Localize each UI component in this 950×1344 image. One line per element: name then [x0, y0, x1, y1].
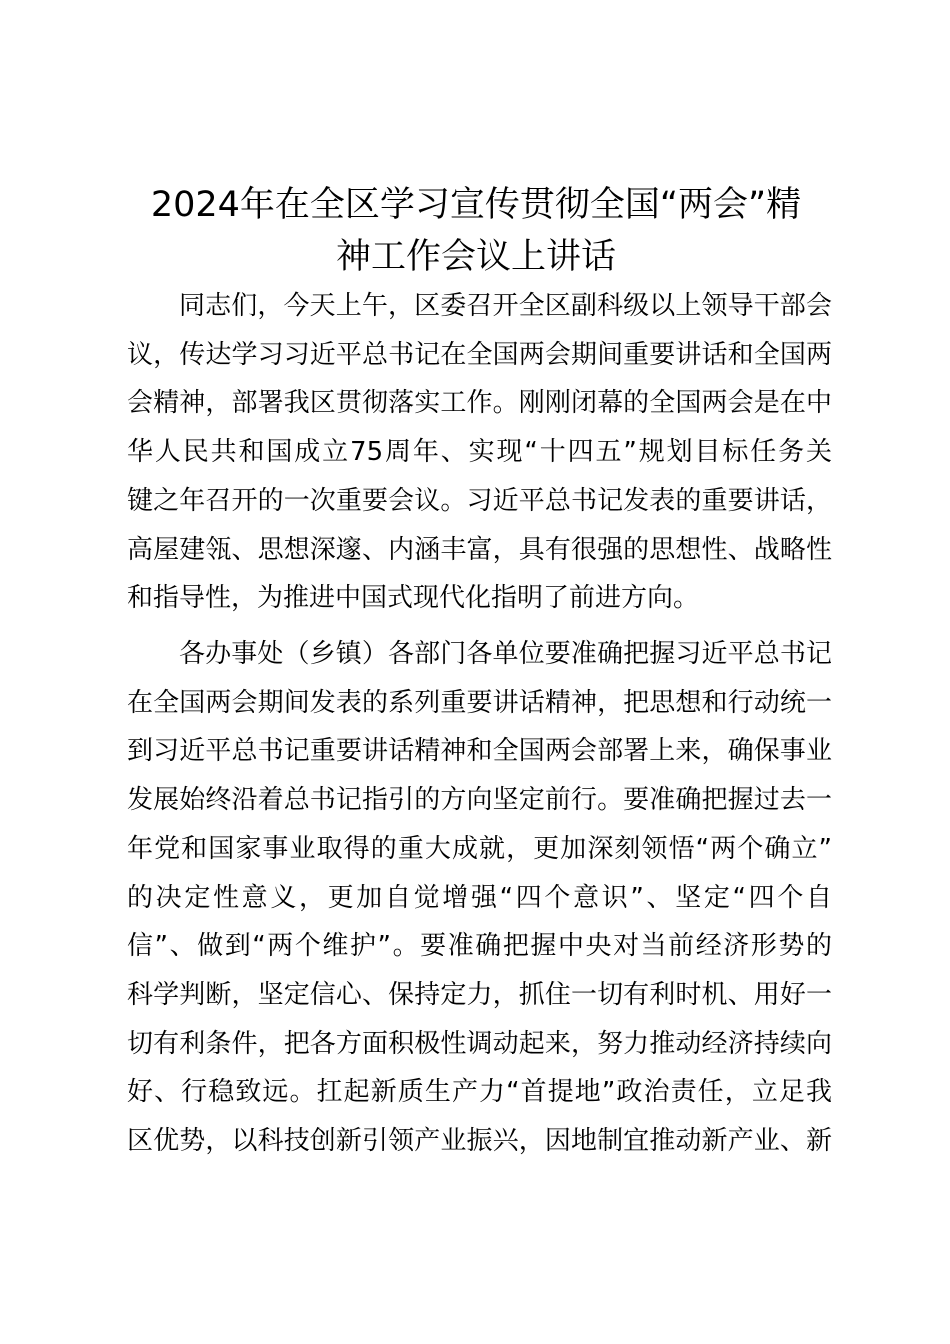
paragraph-2: [127, 630, 832, 1166]
paragraph-line: 发展始终沿着总书记指引的方向坚定前行。要准确把握过去一: [127, 785, 832, 816]
paragraph-line: 好、行稳致远。扛起新质生产力“首提地”政治责任，立足我: [127, 1077, 832, 1108]
title-line: 神工作会议上讲话: [335, 237, 616, 277]
paragraph-line: 会精神，部署我区贯彻落实工作。刚刚闭幕的全国两会是在中: [127, 388, 832, 419]
paragraph-line: 科学判断，坚定信心、保持定力，抓住一切有利时机、用好一: [127, 979, 832, 1010]
paragraph-line: 区优势，以科技创新引领产业振兴，因地制宜推动新产业、新: [127, 1126, 832, 1157]
paragraph-line: 华人民共和国成立75周年、实现“十四五”规划目标任务关: [127, 437, 832, 468]
paragraph-line: 到习近平总书记重要讲话精神和全国两会部署上来，确保事业: [127, 736, 832, 767]
paragraph-line: 切有利条件，把各方面积极性调动起来，努力推动经济持续向: [127, 1028, 832, 1059]
paragraph-1: [127, 282, 832, 623]
paragraph-line: 各办事处（乡镇）各部门各单位要准确把握习近平总书记: [179, 639, 832, 669]
paragraph-line: 键之年召开的一次重要会议。习近平总书记发表的重要讲话，: [127, 485, 832, 516]
paragraph-line: 年党和国家事业取得的重大成就，更加深刻领悟“两个确立”: [127, 833, 832, 864]
title-line: 2024年在全区学习宣传贯彻全国“两会”精: [150, 185, 802, 225]
paragraph-line: 在全国两会期间发表的系列重要讲话精神，把思想和行动统一: [127, 687, 832, 718]
paragraph-line: 信”、做到“两个维护”。要准确把握中央对当前经济形势的: [127, 931, 832, 962]
paragraph-line: 议，传达学习习近平总书记在全国两会期间重要讲话和全国两: [127, 339, 832, 370]
paragraph-line: 同志们，今天上午，区委召开全区副科级以上领导干部会: [179, 291, 832, 321]
document-title: [120, 179, 832, 283]
paragraph-line: 的决定性意义，更加自觉增强“四个意识”、坚定“四个自: [127, 882, 832, 913]
paragraph-line: 高屋建瓴、思想深邃、内涵丰富，具有很强的思想性、战略性: [127, 534, 832, 565]
paragraph-line: 和指导性，为推进中国式现代化指明了前进方向。: [127, 583, 700, 614]
